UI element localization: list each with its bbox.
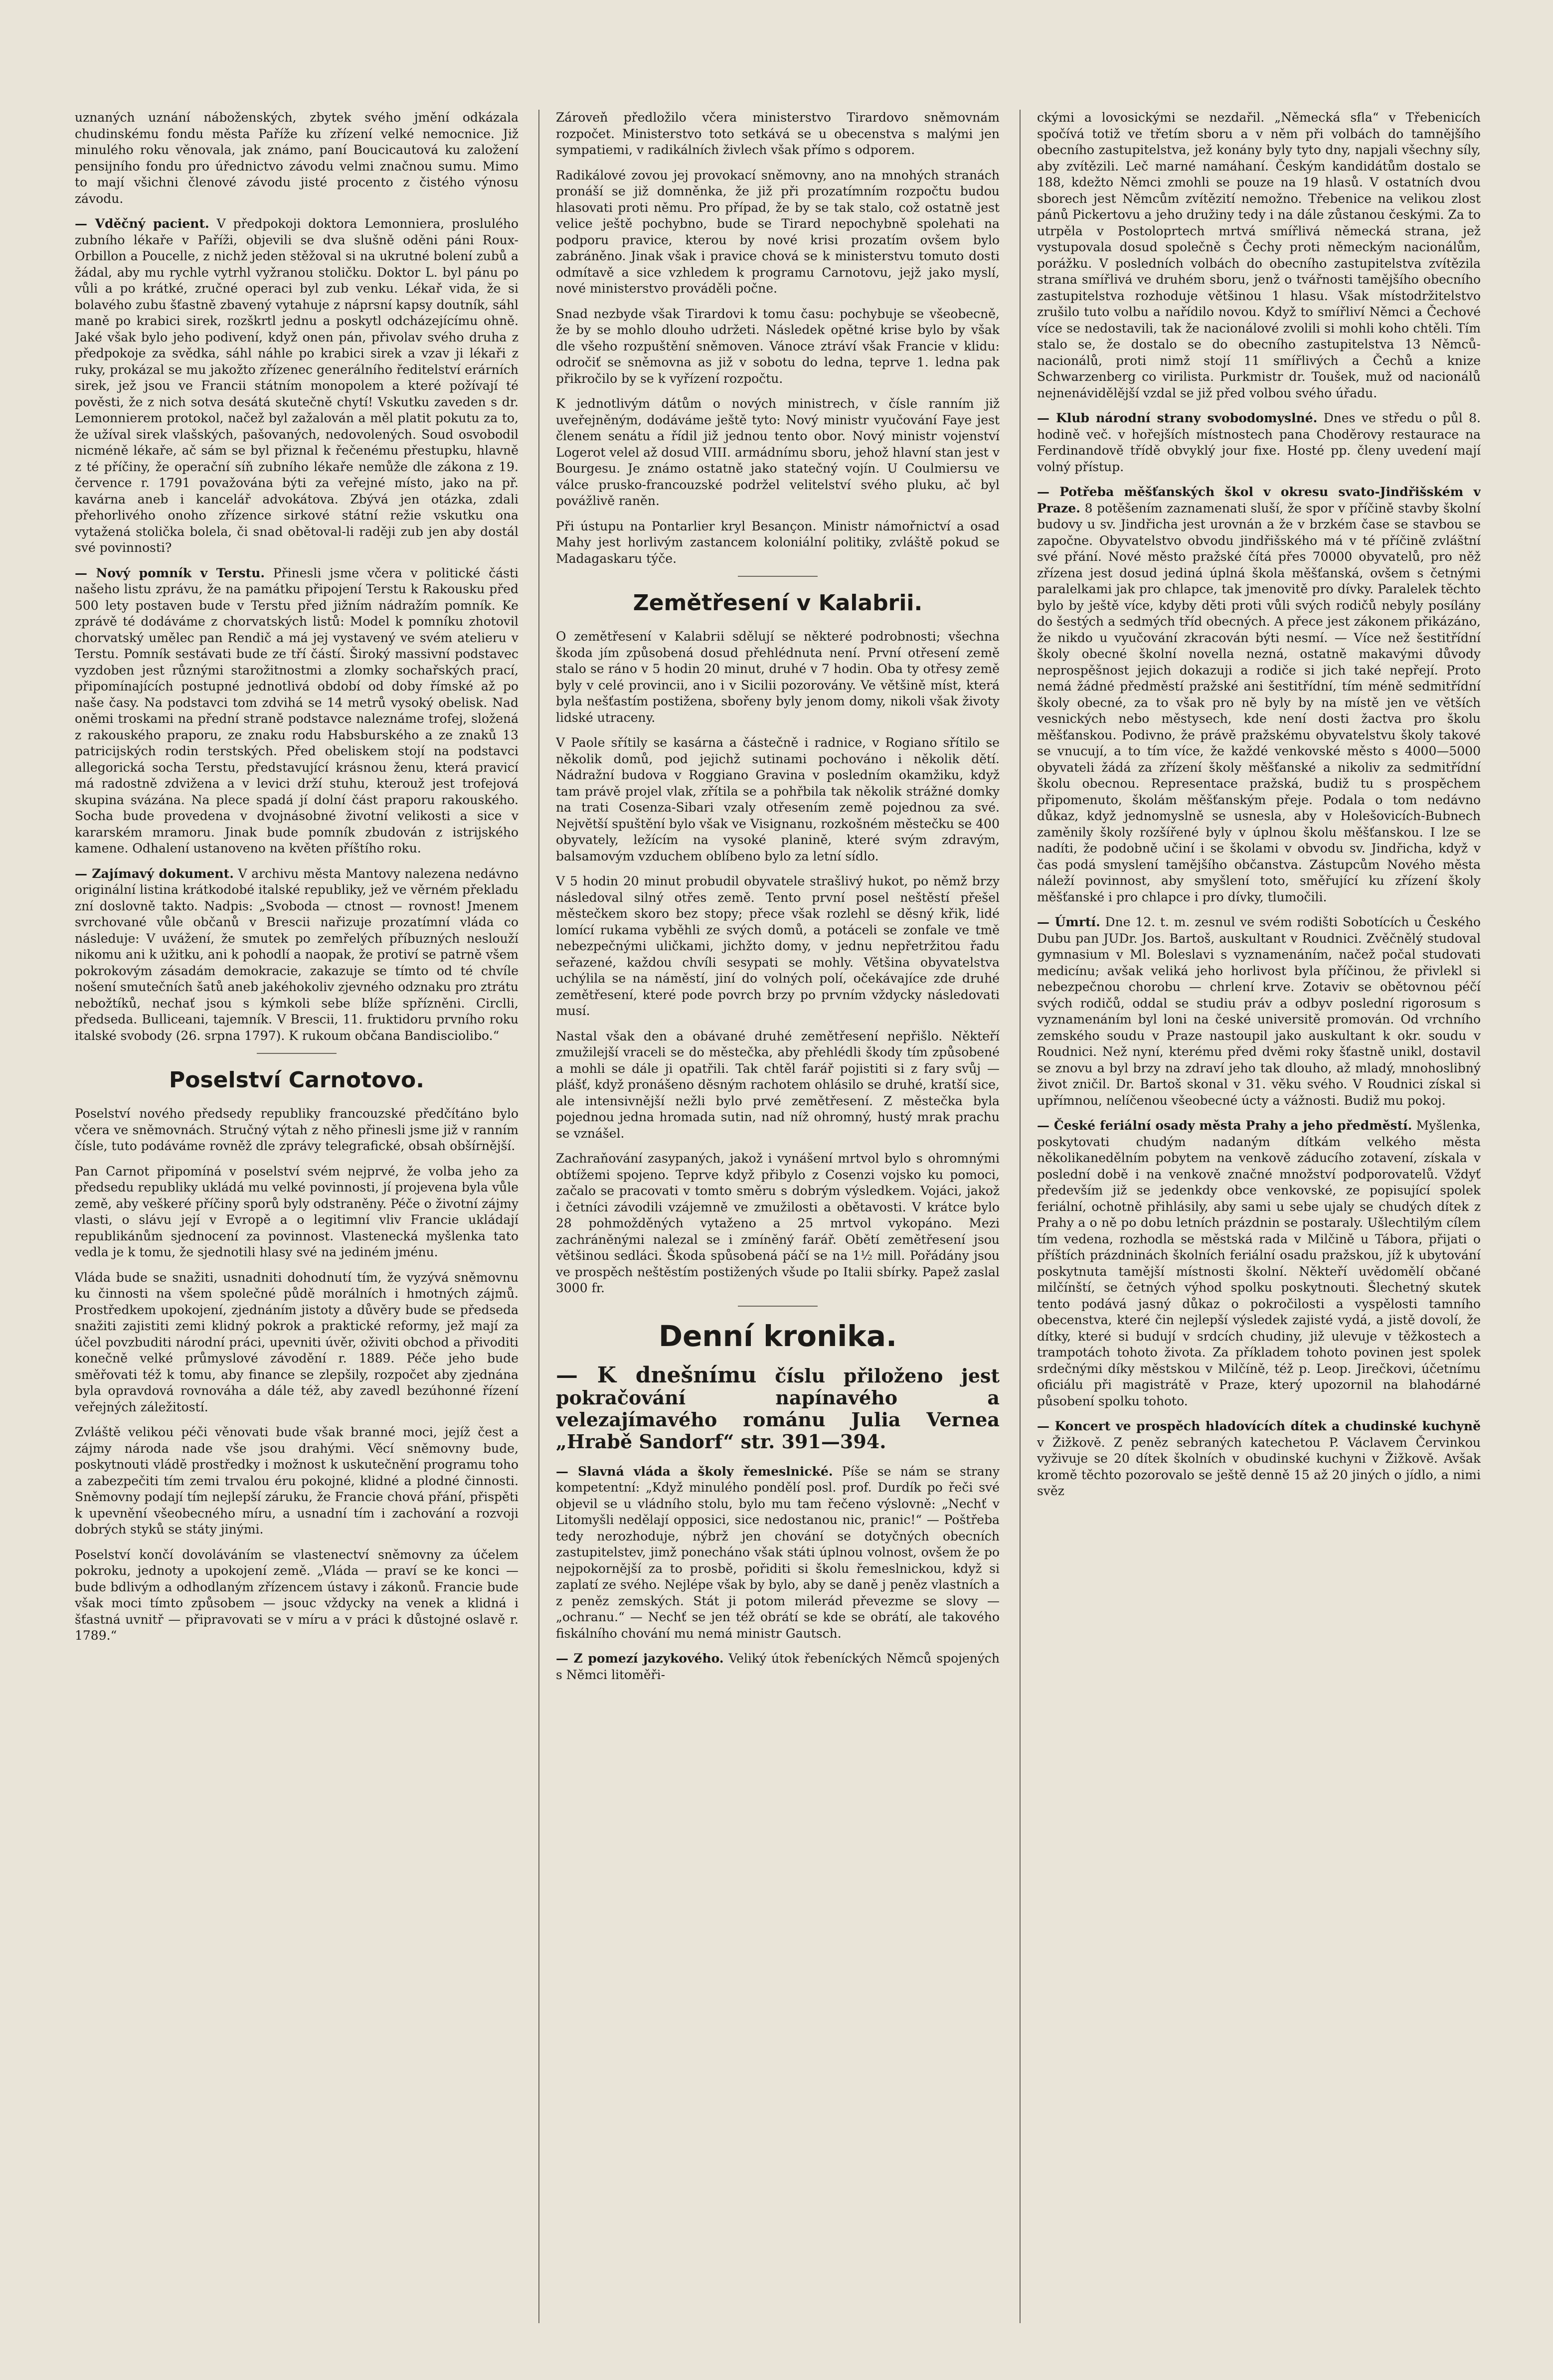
paragraph: Radikálové zovou jej provokací sněmovny, ano na mnohých stranách pronáší se již domněnka, že již při prozatímním rozpočtu budou hlasovati proti němu. Pro případ, že by se tak stalo, což ostatně jest velice ještě pochybno, bude se Tirard nepochybně spolehati na podporu pravice, kterou by nové krisi prozatím ovšem bylo zabráněno. Jinak však i pravice chová se k ministerstvu tomuto dosti odmítavě a sice vzhledem k programu Carnotovu, jejž jako myslí, nové ministerstvo prováděli počne.	[556, 168, 1000, 296]
article-pomnik: — Nový pomník v Terstu. Přinesli jsme včera v politické části našeho listu zprávu, že na památku připojení Terstu k Rakousku před 500 lety postaven bude v Terstu před jižním nádražím pomník. Ke zprávě té dodáváme z chorvatských listů: Model k pomníku zhotovil chorvatský umělec pan Rendič a má jej vystavený ve svém atelieru v Terstu. Pomník sestávati bude ze tří částí. Široký massivní podstavec vyzdoben jest různými starožitnostmi a zlomky sochařských prací, připomínajících postupné jednotlivá období od doby římské až po naše časy. Na podstavci tom zdvihá se 14 metrů vysoký obelisk. Nad oněmi troskami na přední straně podstavce naleznáme trofej, složená z rakouského praporu, ze znaku rodu Habsburského a ze znaků 13 patricijských rodin terstských. Před obeliskem stojí na podstavci allegorická socha Terstu, představující krásnou ženu, která pravicí má radostně zdvižena a v levici drží stuhu, kterouž jest trofejová skupina svázána. Na plece spadá jí dolní část praporu rakouského. Socha bude provedena v dvojnásobné životní velikosti a sice v kararském mramoru. Jinak bude pomník zbudován z istrijského kamene. Odhalení ustanoveno na květen příštího roku.	[75, 565, 518, 855]
paragraph: Zachraňování zasypaných, jakož i vynášení mrtvol bylo s ohromnými obtížemi spojeno. Teprve když přibylo z Cosenzi vojsko ku pomoci, začalo se pracovati v tomto směru s dobrým výsledkem. Vojáci, jakož i četníci závodili vzájemně ve zmužilosti a obětavosti. V krátce bylo 28 pohmožděných vytaženo a 25 mrtvol vykopáno. Mezi zachráněnými nalezal se i zmíněný farář. Obětí zemětřesení jsou většinou sedláci. Škoda spůsobená páčí se na 1½ mill. Pořádány jsou ve prospěch neštěstím postižených všude po Italii sbírky. Papež zaslal 3000 fr.	[556, 1151, 1000, 1295]
paragraph: Zvláště velikou péči věnovati bude však branné moci, jejíž čest a zájmy národa nade vše jsou drahými. Věcí sněmovny bude, poskytnouti vládě prostředky i možnost k uskutečnění programu toho a zabezpečiti tím zemi trvalou éru pokojné, klidné a plodné činnosti. Sněmovny podají tím nejlepší záruku, že Francie chová přání, přispěti k upevnění všeobecného míru, a usnadní tím i zachování a rozvoji dobrých styků se státy jinými.	[75, 1425, 518, 1536]
column-divider	[1020, 110, 1021, 2323]
paragraph: Poselství nového předsedy republiky francouzské předčítáno bylo včera ve sněmovnách. Stručný výtah z něho přinesli jsme již v ranním čísle, tuto podáváme rovněž dle zprávy telegrafické, obsah obšírnější.	[75, 1106, 518, 1153]
article-ferialni-osady: — České feriální osady města Prahy a jeho předměstí. Myšlenka, poskytovati chudým nadaným dítkám velkého města několikanedělním pobytem na venkově záducího zotavení, získala v poslední době i na venkově značné množství podporovatelů. Vždyť především již se jedenkdy obce venkovské, ze popisující spolek feriální, ochotně přihlásily, aby sami u sebe ujaly se chudých dítek z Prahy a o ně po dobu letních prázdnin se postaraly. Ušlechtilým cílem tím vedena, rozhodla se městská rada v Milčině u Tábora, přijati o příštích prázdninách školních feriální osadu pražskou, jíž k ubytování poskytnuta tamější místnosti školní. Někteří uvědomělí občané milčínští, se četných výhod spolku poskytnouti. Šlechetný skutek tento podává jasný důkaz o pokročilosti a vyspělosti tamního obecenstva, které čin nejlepší výsledek zajisté vydá, a jistě dovolí, že dítky, které si budují v srdcích chudiny, již ulevuje v těžkostech a trampotách tohoto života. Za příkladem tohoto povinen jest spolek srdečnými díky městskou v Milčíně, též p. Leop. Jirečkovi, účetnímu oficiálu při magistrátě v Praze, který upozornil na blahodárné působení spolku tohoto.	[1037, 1118, 1481, 1408]
paragraph: V Paole sřítily se kasárna a částečně i radnice, v Rogiano sřítilo se několik domů, pod jejichž sutinami pochováno i několik dětí. Nádražní budova v Roggiano Gravina v posledním okamžiku, když tam právě projel vlak, zřítila se a pohřbila tak několik strážné domky na trati Cosenza-Sibari vzaly otřesením země pojednou za své. Největší spuštění bylo však ve Visignanu, rozkošném městečku se 400 obyvately, ležícím na vysoké planině, které svým zdravým, balsamovým vzduchem oblíbeno bylo za letní sídlo.	[556, 735, 1000, 863]
paragraph: ckými a lovosickými se nezdařil. „Německá sfla“ v Třebenicích spočívá totiž ve třetím sboru a v něm při volbách do tamnějšího obecního zastupitelstva, jež konány byly tyto dny, napjali všechny síly, aby zvítězili. Leč marné namáhaní. Českým kandidátům dostalo se 188, kdežto Němci zmohli se pouze na 19 hlasů. V ostatních dvou sborech jest Němcům zvítězití nemožno. Třebenice na velikou zlost pánů Pickertovu a jeho družiny tedy i na dále zůstanou českými. Za to utrpěla v Postoloprtech mrtvá smířlivá německá strana, jež vystupovala dosud společně s Čechy proti německým nacionálům, porážku. V posledních volbách do obecního zastupitelstva zvítězila strana smířlivá ve druhém sboru, jenž o tvářnosti tamějšího obecního zastupitelstva rozhoduje většinou 1 hlasu. Však místodržitelstvo zrušilo tuto volbu a nařídilo novou. Když to smířliví Němci a Čechové více se nedostavili, tak že nacionálové zvolili si mohli koho chtěli. Tím stalo se, že dostalo se do obecního zastupitelstva 13 Němců-nacionálů, proti nimž stojí 11 smířlivých a Čechů a knize Schwarzenberg co virilista. Purkmistr dr. Toušek, muž od nacionálů nejnenávidělější vzdal se již před volbou svého úřadu.	[1037, 110, 1481, 400]
article-umrti: — Úmrtí. Dne 12. t. m. zesnul ve svém rodišti Sobotících u Českého Dubu pan JUDr. Jos. Bartoš, auskultant v Roudnici. Zvěčnělý studoval gymnasium v Ml. Boleslavi s vyznamenáním, načež počal studovati medicínu; avšak veliká jeho horlivost byla příčinou, že přivlekl si nebezpečnou chorobu — chrlení krve. Zotaviv se obětovnou péčí svých rodičů, oddal se studiu práv a odbyv poslední rigorosum s vyznamenáním byl loni na české universitě promován. Od vrchního zemského soudu v Praze nastoupil jako auskultant k okr. soudu v Roudnici. Než nyní, kterému před dvěmi roky šťastně unikl, dostavil se znovu a byl brzy na zdraví jeho tak dlouho, až mladý, mnohoslibný život zničil. Dr. Bartoš skonal v 31. věku svého. V Roudnici získal si upřímnou, nelíčenou všeobecné úcty a vážnosti. Budiž mu pokoj.	[1037, 915, 1481, 1108]
paragraph: Poselství končí dovoláváním se vlastenectví sněmovny za účelem pokroku, jednoty a upokojení země. „Vláda — praví se ke konci — bude bdlivým a odhodlaným zřízencem ústavy i zákonů. Francie bude však moci tímto způsobem — jsouc vždycky na venek a klidná i šťastná uvnitř — připravovati se v míru a v práci k důstojné oslavě r. 1789.“	[75, 1547, 518, 1643]
article-boucicaut: uznaných uznání náboženských, zbytek svého jmění odkázala chudinskému fondu města Paříže ku zřízení velké nemocnice. Již minulého roku věnovala, jak známo, paní Boucicautová ku založení pensijního fondu pro úřednictvo závodu velmi značnou sumu. Mimo to mají všichni členové závodu jisté procento z čistého výnosu závodu.	[75, 110, 518, 206]
paragraph: Zároveň předložilo včera ministerstvo Tirardovo sněmovnám rozpočet. Ministerstvo toto setkává se u obecenstva s malými jen sympatiemi, v radikálních živlech však přímo s odporem.	[556, 110, 1000, 157]
paragraph: Pan Carnot připomíná v poselství svém nejprvé, že volba jeho za předsedu republiky ukládá mu velké povinnosti, jí projevena byla vůle země, aby veškeré příčiny sporů byly odstraněny. Péče o životní zájmy vlasti, o slávu její v Evropě a o legitimní vliv Francie ukládají republikánům sjednocení za povinnost. Vlastenecká myšlenka tato vedla je k tomu, že sjednotili hlasy své na jediném jménu.	[75, 1164, 518, 1259]
paragraph: O zemětřesení v Kalabrii sdělují se některé podrobnosti; všechna škoda jím způsobená dosud přehlédnuta není. První otřesení země stalo se ráno v 5 hodin 20 minut, druhé v 7 hodin. Oba ty otřesy země byly v celé provincii, ano i v Sicilii pozorovány. Ve většině míst, která byla nešťastím postižena, sbořeny byly jenom domy, nikoli však životy lidské utraceny.	[556, 629, 1000, 725]
article-skoly: — Slavná vláda a školy řemeslnické. Píše se nám se strany kompetentní: „Když minulého pondělí posl. prof. Durdík po řeči své objevil se u vládního stolu, bylo mu tam řečeno výslovně: „Nechť v Litomyšli nedělají opposici, sice nedostanou nic, pranic!“ — Poštřeba tedy nerozhoduje, nýbrž jen chování se dotyčných obecních zastupitelstev, jimž ponecháno však státi úplnou volnost, ovšem že po nejpokornější za to prosbě, pořiditi si školu řemeslnickou, když si zaplatí ze svého. Nejlépe však by bylo, aby se daně j peněz vlastních a z peněz zemských. Stát ji potom milerád převezme se slovy — „ochranu.“ — Nechť se jen též obrátí se kde se obrátí, ale takového fiskálního chování mu nemá ministr Gautsch.	[556, 1464, 1000, 1641]
heading-poselstvi: Poselství Carnotovo.	[169, 1067, 424, 1093]
paragraph: Při ústupu na Pontarlier kryl Besançon. Ministr námořnictví a osad Mahy jest horlivým zastancem koloniální politiky, zvláště pokud se Madagaskaru týče.	[556, 518, 1000, 566]
heading-denni-kronika: Denní kronika.	[658, 1319, 897, 1353]
article-dokument: — Zajímavý dokument. V archivu města Mantovy nalezena nedávno originální listina krátkodobé italské republiky, jež ve věrném překladu zní doslovně takto. Nadpis: „Svoboda — ctnost — rovnost! Jmenem svrchované vůle občanů v Brescii nařizuje prozatímní vláda co následuje: V uvážení, že smutek po zemřelých příbuzných neslouží nikomu ani k užitku, ani k pohodlí a naopak, že protiví se patrně všem pokrokovým zásadám demokracie, zakazuje se tímto od té chvíle nošení smutečních šatů aneb jakéhokoliv zjevného odznaku pro ztrátu nebožtíků, nechať jsou s kýmkoli sebe blíže spřízněni. Circlli, předseda. Bulliceani, tajemník. V Brescii, 11. fruktidoru prvního roku italské svobody (26. srpna 1797). K rukoum občana Bandisciolibo.“	[75, 866, 518, 1043]
article-koncert: — Koncert ve prospěch hladovících dítek a chudinské kuchyně v Žižkově. Z peněz sebraných katechetou P. Václavem Červinkou vyživuje se 20 dítek školních v obudinské kuchyni v Žižkově. Avšak kromě těchto pozorovalo se ještě denně 15 až 20 jiných o jídlo, a nimi svěz	[1037, 1419, 1481, 1498]
column-right	[1037, 110, 1481, 2343]
column-middle	[556, 110, 1000, 2343]
paragraph: V 5 hodin 20 minut probudil obyvatele strašlivý hukot, po němž brzy následoval silný otřes země. Tento první posel neštěstí přešel městečkem skoro bez stopy; přece však rozlehl se děsný křik, lidé lomící rukama vyběhli ze svých domů, a potáceli se zonfale ve tmě nebezpečnými uličkami, jichžto domy, v jednu nepřetržitou řadu seřazené, každou chvíli sesypati se mohly. Většina obyvatelstva uchýlila se na náměstí, jiní do volných polí, očekávajíce zde druhé zemětřesení, které pode povrch brzy po prvním vždycky následovati musí.	[556, 874, 1000, 1018]
article-skoly-mestanske: — Potřeba měšťanských škol v okresu svato-Jindřišském v Praze. 8 potěšením zaznamenati sluší, že spor v příčině stavby školní budovy u sv. Jindřicha jest urovnán a že v brzkém čase se stavbou se započne. Obyvatelstvo obvodu jindřišského má v té příčině zvláštní své přání. Nové město pražské čítá přes 70000 obyvatelů, pro něž zřízena jest dosud jediná úplná škola měšťanská, ovšem s četnými paralelkami jak pro chlapce, tak jmenovitě pro dívky. Paralelek těchto bylo by ještě více, kdyby děti proti vůli svých rodičů nebyly posílány do šestých a sedmých tříd obecných. A přece jest zákonem přikázáno, že nikdo u vyučování zkracován býti nesmí. — Více než šestitřídní školy obecné školní novella nezná, ostatně makavými důvody neprospěšnost jejich dokazuji a rodiče si jich také nepřejí. Proto nemá žádné předměstí pražské ani šestitřídní, tím méně sedmitřídní školy obecné, za to však pro ně byly by na místě jen ve větších vesnických nebo městysech, kde není dosti žactva pro školu měšťanskou. Podivno, že právě pražskému obyvatelstvu školy takové se vnucují, a to tím více, že každé venkovské město s 4000—5000 obyvateli žádá za zřízení školy měšťanské a nikoliv za sedmitřídní školu obecnou. Representace pražská, budiž tu s prospěchem připomenuto, školám měšťanským přeje. Podala o tom nedávno důkaz, když jednomyslně se usnesla, aby v Holešovicích-Bubnech zaměnily školy rozšířené byly v úplnou školu měšťanskou. I lze se nadíti, že podobně učiní i se školami v obvodu sv. Jindřicha, když v čas podá smyslení tamějšího občanstva. Zástupcům Nového města náleží povinnost, aby smyšlení toto, směřující ku zřízení školy měšťanské i pro chlapce i pro dívky, tlumočili.	[1037, 485, 1481, 904]
separator-rule	[738, 576, 818, 577]
article-pomezi: — Z pomezí jazykového. Veliký útok řebeníckých Němců spojených s Němci litoměři-	[556, 1651, 1000, 1682]
article-pacient: — Vděčný pacient. V předpokoji doktora Lemonniera, proslulého zubního lékaře v Paříži, objevili se dva slušně oděni páni Roux-Orbillon a Poucelle, z nichž jeden stěžoval si na ukrutné bolení zubů a žádal, aby mu rychle vytrhl vyžranou stoličku. Doktor L. byl pánu po vůli a po krátké, zručné operaci byl zub venku. Lékař vida, že si bolavého zubu šťastně zbavený vytahuje z náprsní kapsy doutník, sáhl maně po krabici sirek, rozškrtl jednu a poskytl odcházejícímu ohně. Jaké však bylo jeho podivení, když onen pán, přivolav svého druha z předpokoje za svědka, sáhl náhle po krabici sirek a vzav ji lékaři z ruky, prokázal se mu jakožto zřízenec generálního ředitelství erárních sirek, jež jsou ve Francii státním monopolem a které požívají té pověsti, že z nich sotva desátá skutečně chytí! Vskutku zaveden s dr. Lemonnierem protokol, načež byl zažalován a měl platit pokutu za to, že užíval sirek vlašských, pašovaných, nedovolených. Soud osvobodil nicméně lékaře, ač sám se byl přiznal k řečenému přestupku, hlavně z té příčiny, že operační síň zubního lékaře nemůže dle zákona z 19. července r. 1791 považována býti za veřejné místo, jako na př. kavárna aneb i kancelář advokátova. Zbývá jen otázka, zdali přehorlivého onoho zřízence sirkové státní režie vskutku ona vytažená stolička bolela, či snad obětoval-li raději zub jen aby dostál své povinnosti?	[75, 216, 518, 555]
newspaper-page	[75, 110, 1491, 2343]
column-divider	[538, 110, 539, 2323]
announcement-supplement: — K dnešnímu číslu přiloženo jest pokračování napínavého a velezajímavého románu Julia Vernea „Hrabě Sandorf“ str. 391—394.	[556, 1362, 1000, 1453]
separator-rule	[257, 1053, 337, 1054]
paragraph: K jednotlivým dátům o nových ministrech, v čísle ranním již uveřejněným, dodáváme ještě tyto: Nový ministr vyučování Faye jest členem senátu a řídil již jednou tento obor. Nový ministr vojenství Logerot velel až dosud VIII. armádnímu sboru, jehož hlavní stan jest v Bourgesu. Je známo ostatně jako statečný vojín. U Coulmiersu ve válce prusko-francouzské podržel velitelství svého pluku, ač byl povážlivě raněn.	[556, 396, 1000, 508]
paragraph: Nastal však den a obávané druhé zemětřesení nepřišlo. Někteří zmužilejší vraceli se do městečka, aby přehlédli škody tím způsobené a mohli se dále ji opatřili. Tak chtěl farář pojistiti si z fary svůj — plášť, když pronášeno děsným rachotem ohlásilo se druhé, kratší sice, ale intensivnější nežli bylo prvé zemětřesení. Z městečka byla pojednou jedna hromada sutin, nad níž ohromný, hustý mrak prachu se vznášel.	[556, 1028, 1000, 1141]
heading-zemetreseni: Zemětřesení v Kalabrii.	[633, 590, 923, 616]
column-left	[75, 110, 518, 2343]
paragraph: Snad nezbyde však Tirardovi k tomu času: pochybuje se všeobecně, že by se mohlo dlouho udržeti. Následek opětné krise bylo by však dle všeho rozpuštění sněmoven. Vánoce ztráví však Francie v klidu: odročiť se sněmovna as již v sobotu do ledna, teprve 1. ledna pak přikročilo by se k vyřízení rozpočtu.	[556, 306, 1000, 386]
article-klub: — Klub národní strany svobodomyslné. Dnes ve středu o půl 8. hodině več. v hořejších místnostech pana Choděrovy restaurace na Ferdinandově třídě obvyklý jour fixe. Hosté pp. členy uvedení mají volný přístup.	[1037, 411, 1481, 474]
separator-rule	[738, 1306, 818, 1307]
paragraph: Vláda bude se snažiti, usnadniti dohodnutí tím, že vyzývá sněmovnu ku činnosti na všem společné půdě morálních i hmotných zájmů. Prostředkem upokojení, zjednáním jistoty a důvěry bude se předseda snažiti zajistiti zemi klidný pokrok a praktické reformy, jež mají za účel povzbuditi národní práci, upevniti úvěr, oživiti obchod a přivoditi konečně velké průmyslové závodění r. 1889. Péče jeho bude směřovati též k tomu, aby finance se zlepšily, rozpočet aby zjednána byla opravdová rovnováha a dále též, aby zavedl bezúhonné řízení veřejných záležitostí.	[75, 1270, 518, 1414]
